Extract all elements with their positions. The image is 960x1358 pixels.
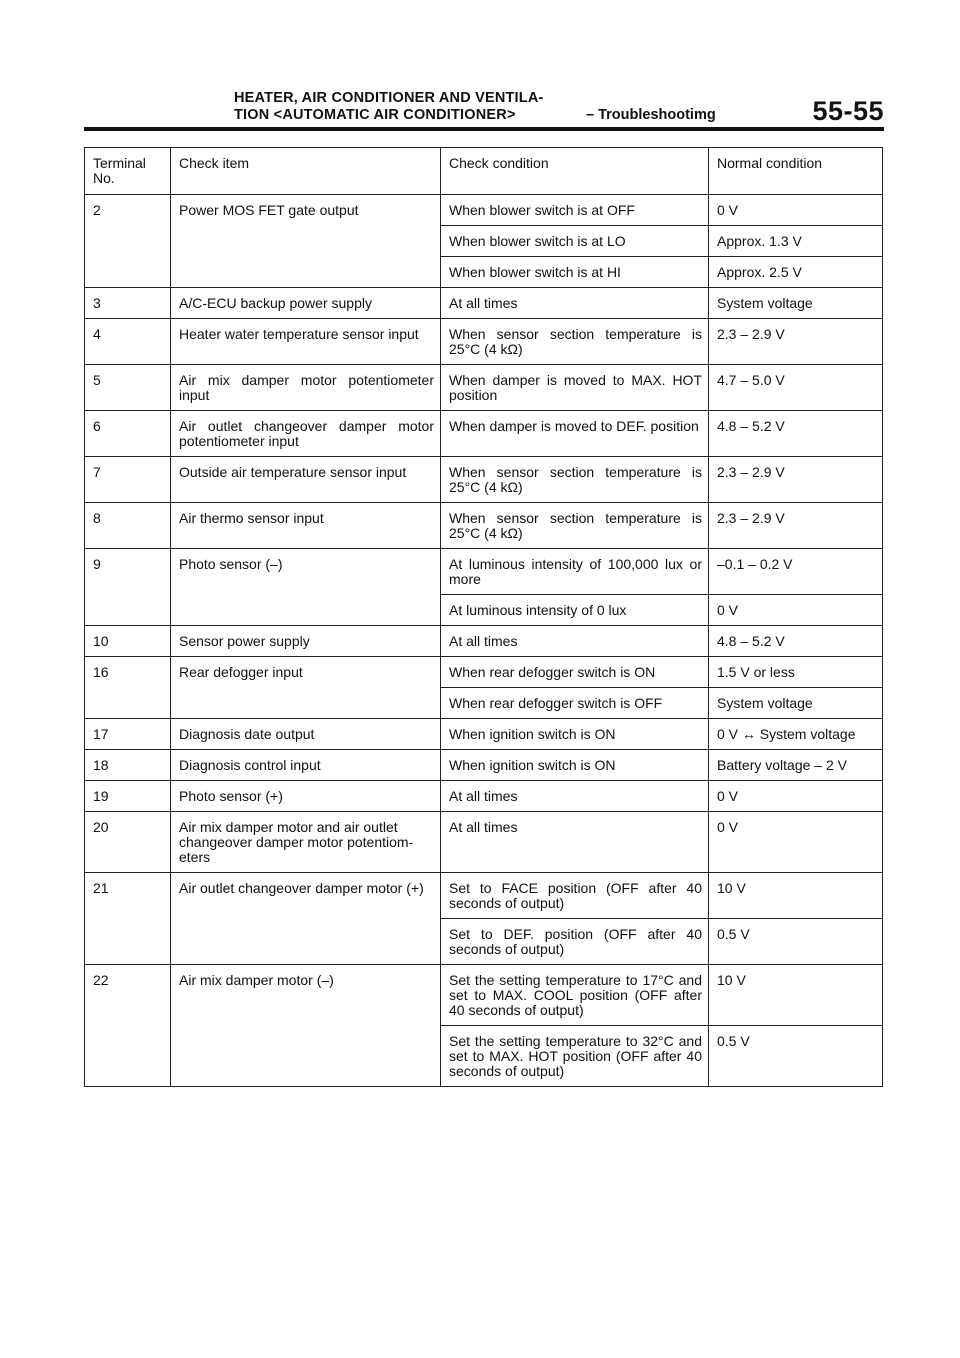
section-label: – Troubleshootimg — [586, 107, 716, 123]
check-condition-cell: At all times — [441, 626, 709, 657]
check-condition-cell: Set to DEF. position (OFF after 40 seconds of output) — [441, 919, 709, 965]
check-condition-cell: At all times — [441, 812, 709, 873]
check-item-cell: Power MOS FET gate output — [171, 195, 441, 288]
normal-condition-cell: 0 V — [709, 595, 883, 626]
check-condition-cell: At all times — [441, 781, 709, 812]
check-item-cell: Heater water temperature sensor input — [171, 319, 441, 365]
check-condition-cell: Set the setting temperature to 32°C and set to MAX. HOT position (OFF after 40 seconds of output) — [441, 1026, 709, 1087]
table-row — [85, 195, 883, 226]
normal-condition-cell: 0.5 V — [709, 919, 883, 965]
check-condition-cell: At luminous intensity of 0 lux — [441, 595, 709, 626]
check-condition-cell: When damper is moved to DEF. position — [441, 411, 709, 457]
page-title-line1: HEATER, AIR CONDITIONER AND VENTILA- — [234, 90, 544, 106]
page-number: 55-55 — [812, 96, 884, 126]
terminal-cell: 4 — [85, 319, 171, 365]
check-condition-cell: When blower switch is at HI — [441, 257, 709, 288]
table-row — [85, 288, 883, 319]
check-item-cell: Photo sensor (–) — [171, 549, 441, 626]
normal-condition-cell: 10 V — [709, 873, 883, 919]
normal-condition-cell: 4.8 – 5.2 V — [709, 411, 883, 457]
terminal-cell: 10 — [85, 626, 171, 657]
terminal-cell: 9 — [85, 549, 171, 626]
check-item-cell: Air outlet changeover damper motor potentiometer input — [171, 411, 441, 457]
table-row — [85, 873, 883, 919]
check-item-cell: Diagnosis control input — [171, 750, 441, 781]
table-row — [85, 781, 883, 812]
normal-condition-cell: Approx. 1.3 V — [709, 226, 883, 257]
check-condition-cell: When blower switch is at LO — [441, 226, 709, 257]
table-row — [85, 549, 883, 595]
check-item-cell: Air mix damper motor (–) — [171, 965, 441, 1087]
table-row — [85, 411, 883, 457]
table-row — [85, 503, 883, 549]
check-condition-cell: At all times — [441, 288, 709, 319]
check-item-cell: Rear defogger input — [171, 657, 441, 719]
table-row — [85, 965, 883, 1026]
check-item-cell: Air mix damper motor and air outlet changeover damper motor potentiom- eters — [171, 812, 441, 873]
terminal-cell: 8 — [85, 503, 171, 549]
check-condition-cell: When blower switch is at OFF — [441, 195, 709, 226]
table-row — [85, 812, 883, 873]
check-condition-cell: When rear defogger switch is OFF — [441, 688, 709, 719]
normal-condition-cell: 0 V — [709, 812, 883, 873]
terminal-cell: 7 — [85, 457, 171, 503]
terminal-check-table — [84, 147, 883, 1087]
check-item-cell: Air outlet changeover damper motor (+) — [171, 873, 441, 965]
header-terminal-no: Terminal No. — [85, 148, 171, 195]
table-row — [85, 750, 883, 781]
terminal-cell: 6 — [85, 411, 171, 457]
normal-condition-cell: 1.5 V or less — [709, 657, 883, 688]
page-header — [84, 86, 884, 128]
table-row — [85, 719, 883, 750]
check-condition-cell: When rear defogger switch is ON — [441, 657, 709, 688]
check-item-cell: Air mix damper motor potentiometer input — [171, 365, 441, 411]
check-item-cell: Sensor power supply — [171, 626, 441, 657]
table-row — [85, 657, 883, 688]
terminal-cell: 16 — [85, 657, 171, 719]
table-row — [85, 457, 883, 503]
check-condition-cell: Set to FACE position (OFF after 40 seconds of output) — [441, 873, 709, 919]
terminal-cell: 19 — [85, 781, 171, 812]
check-condition-cell: Set the setting temperature to 17°C and set to MAX. COOL position (OFF after 40 seconds of output) — [441, 965, 709, 1026]
normal-condition-cell: 2.3 – 2.9 V — [709, 457, 883, 503]
terminal-cell: 3 — [85, 288, 171, 319]
table-row — [85, 319, 883, 365]
check-condition-cell: When ignition switch is ON — [441, 750, 709, 781]
check-item-cell: Air thermo sensor input — [171, 503, 441, 549]
check-condition-cell: When ignition switch is ON — [441, 719, 709, 750]
normal-condition-cell: 0 V — [709, 781, 883, 812]
terminal-cell: 20 — [85, 812, 171, 873]
check-condition-cell: When sensor section temperature is 25°C (4 kΩ) — [441, 319, 709, 365]
terminal-cell: 21 — [85, 873, 171, 965]
header-rule — [84, 127, 884, 131]
terminal-cell: 22 — [85, 965, 171, 1087]
header-check-condition: Check condition — [441, 148, 709, 195]
normal-condition-cell: System voltage — [709, 288, 883, 319]
terminal-cell: 2 — [85, 195, 171, 288]
check-condition-cell: When sensor section temperature is 25°C (4 kΩ) — [441, 503, 709, 549]
check-item-cell: A/C-ECU backup power supply — [171, 288, 441, 319]
normal-condition-cell: 2.3 – 2.9 V — [709, 503, 883, 549]
normal-condition-cell: 10 V — [709, 965, 883, 1026]
table-row — [85, 365, 883, 411]
table-header-row — [85, 148, 883, 195]
header-check-item: Check item — [171, 148, 441, 195]
terminal-cell: 5 — [85, 365, 171, 411]
normal-condition-cell: 4.8 – 5.2 V — [709, 626, 883, 657]
normal-condition-cell: 2.3 – 2.9 V — [709, 319, 883, 365]
normal-condition-cell: 0.5 V — [709, 1026, 883, 1087]
check-item-cell: Photo sensor (+) — [171, 781, 441, 812]
normal-condition-cell: –0.1 – 0.2 V — [709, 549, 883, 595]
normal-condition-cell: 0 V — [709, 195, 883, 226]
terminal-cell: 18 — [85, 750, 171, 781]
check-condition-cell: At luminous intensity of 100,000 lux or more — [441, 549, 709, 595]
check-item-cell: Outside air temperature sensor input — [171, 457, 441, 503]
check-item-cell: Diagnosis date output — [171, 719, 441, 750]
page-title-line2: TION <AUTOMATIC AIR CONDITIONER> — [234, 107, 516, 123]
header-normal-condition: Normal condition — [709, 148, 883, 195]
normal-condition-cell: Approx. 2.5 V — [709, 257, 883, 288]
normal-condition-cell: 0 V ↔ System voltage — [709, 719, 883, 750]
check-condition-cell: When damper is moved to MAX. HOT position — [441, 365, 709, 411]
normal-condition-cell: Battery voltage – 2 V — [709, 750, 883, 781]
normal-condition-cell: 4.7 – 5.0 V — [709, 365, 883, 411]
check-condition-cell: When sensor section temperature is 25°C (4 kΩ) — [441, 457, 709, 503]
normal-condition-cell: System voltage — [709, 688, 883, 719]
terminal-cell: 17 — [85, 719, 171, 750]
table-row — [85, 626, 883, 657]
